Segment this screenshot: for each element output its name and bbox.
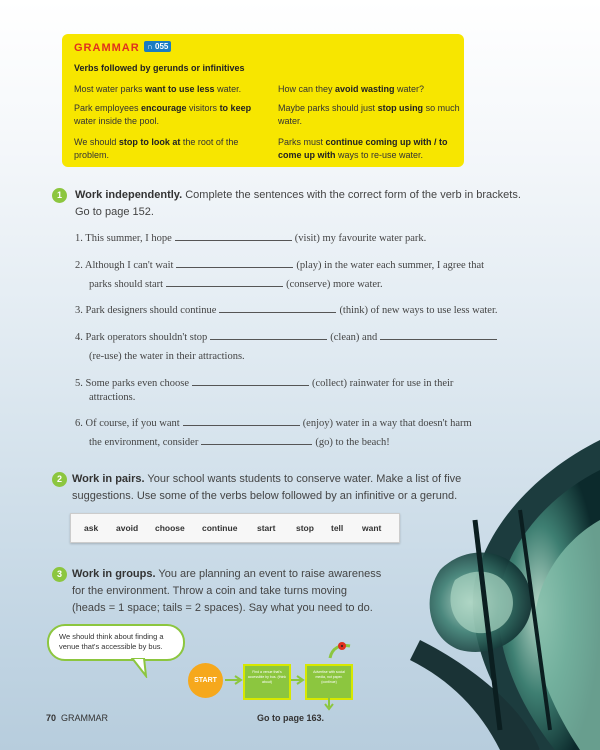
sentence-text: (think) of new ways to use less water. — [339, 305, 498, 316]
sentence-text: (visit) my favourite water park. — [294, 233, 427, 244]
grammar-text: Park employees — [74, 103, 142, 113]
activity-1-instructions — [75, 187, 555, 221]
sentence-6-cont — [89, 437, 390, 448]
verb-item: start — [257, 523, 276, 533]
activity-1-lead: Work independently. — [75, 189, 183, 201]
grammar-text: How can they — [278, 84, 336, 94]
sentence-text: 6. Of course, if you want — [75, 418, 180, 429]
sentence-text: (go) to the beach! — [315, 437, 390, 448]
grammar-example — [278, 136, 466, 162]
page-number: 70 — [46, 713, 57, 723]
grammar-text: Maybe parks should just — [278, 103, 378, 113]
sentence-text: (enjoy) water in a way that doesn't harm — [302, 418, 472, 429]
sentence-text: 2. Although I can't wait — [75, 260, 174, 271]
answer-blank[interactable] — [166, 285, 283, 287]
grammar-text: water inside the pool. — [74, 116, 160, 126]
answer-blank[interactable] — [175, 239, 292, 241]
activity-2-instructions — [72, 471, 562, 505]
sentence-2-cont — [89, 279, 383, 290]
grammar-highlight: continue coming up with / to come up with — [278, 137, 448, 160]
water-slide-photo — [380, 400, 600, 750]
footer-section: GRAMMAR — [61, 713, 109, 723]
answer-blank[interactable] — [192, 384, 309, 386]
sentence-text: 4. Park operators shouldn't stop — [75, 332, 208, 343]
activity-2-number: 2 — [52, 472, 67, 487]
activity-2-text: Your school wants students to conserve water. Make a list of five — [147, 473, 462, 485]
activity-2-text: suggestions. Use some of the verbs below followed by an infinitive or a gerund. — [72, 490, 458, 502]
sentence-4 — [75, 332, 500, 343]
sentence-text: 3. Park designers should continue — [75, 305, 217, 316]
activity-1-goto[interactable]: Go to page 152. — [75, 206, 154, 218]
sentence-text: the environment, consider — [89, 437, 199, 448]
headphones-icon: ∩ — [147, 42, 153, 51]
answer-blank[interactable] — [183, 424, 300, 426]
grammar-text: the root of the problem. — [74, 137, 239, 160]
grammar-highlight: to keep — [219, 103, 252, 113]
sentence-text: 1. This summer, I hope — [75, 233, 172, 244]
grammar-box — [62, 34, 464, 167]
grammar-text: so much water. — [278, 103, 460, 126]
verb-item: ask — [84, 523, 99, 533]
grammar-text: We should — [74, 137, 119, 147]
grammar-highlight: avoid wasting — [335, 84, 395, 94]
activity-1-text: Complete the sentences with the correct form of the verb in brackets. — [185, 189, 521, 201]
verb-item: stop — [296, 523, 314, 533]
sentence-text: (re-use) the water in their attractions. — [89, 351, 245, 362]
sentence-3 — [75, 305, 498, 316]
grammar-highlight: stop to look at — [118, 137, 181, 147]
grammar-text: Most water parks — [74, 84, 146, 94]
verb-item: continue — [202, 523, 238, 533]
sentence-text: (play) in the water each summer, I agree that — [296, 260, 485, 271]
answer-blank[interactable] — [210, 338, 327, 340]
grammar-highlight: encourage — [141, 103, 187, 113]
footer-goto-link[interactable]: Go to page 163. — [257, 713, 325, 723]
grammar-text: water? — [394, 84, 425, 94]
grammar-example — [74, 102, 262, 128]
speech-bubble: We should think about finding a venue that's accessible by bus. — [47, 624, 185, 661]
sentence-2 — [75, 260, 484, 271]
sentence-text: parks should start — [89, 279, 164, 290]
grammar-text: ways to re-use water. — [335, 150, 424, 160]
answer-blank[interactable] — [201, 443, 312, 445]
verb-bank — [70, 513, 400, 543]
sentence-text: (clean) and — [330, 332, 378, 343]
grammar-example — [74, 83, 262, 96]
board-square-1: Find a venue that's accessible by bus. (think about) — [243, 664, 291, 700]
verb-item: tell — [331, 523, 344, 533]
speech-bubble-tail — [130, 658, 150, 678]
sentence-text: (collect) rainwater for use in their — [312, 378, 454, 389]
sentence-6 — [75, 418, 472, 429]
answer-blank[interactable] — [176, 266, 293, 268]
arrow-down-icon — [322, 697, 336, 711]
activity-3-text: (heads = 1 space; tails = 2 spaces). Say what you need to do. — [72, 602, 373, 614]
grammar-text: water. — [214, 84, 242, 94]
grammar-text: visitors — [186, 103, 220, 113]
activity-3-text: You are planning an event to raise awareness — [158, 568, 382, 580]
sentence-1 — [75, 233, 426, 244]
grammar-highlight: stop using — [377, 103, 424, 113]
answer-blank[interactable] — [219, 311, 336, 313]
grammar-example — [278, 83, 466, 96]
audio-track-badge[interactable] — [144, 41, 171, 52]
grammar-text: Parks must — [278, 137, 326, 147]
grammar-subtitle: Verbs followed by gerunds or infinitives — [74, 63, 245, 73]
page-footer-left — [46, 713, 108, 723]
activity-3-number: 3 — [52, 567, 67, 582]
sentence-5-cont — [89, 392, 135, 403]
audio-track-number: 055 — [155, 42, 169, 51]
sentence-4-cont — [89, 351, 245, 362]
activity-2-lead: Work in pairs. — [72, 473, 145, 485]
verb-item: want — [362, 523, 382, 533]
arrow-icon — [225, 675, 245, 685]
sentence-text: (conserve) more water. — [286, 279, 383, 290]
grammar-title: GRAMMAR — [74, 42, 140, 54]
grammar-example — [278, 102, 466, 128]
activity-3-instructions — [72, 566, 402, 617]
sentence-text: 5. Some parks even choose — [75, 378, 190, 389]
activity-1-number: 1 — [52, 188, 67, 203]
verb-item: choose — [155, 523, 185, 533]
ladybird-icon — [328, 640, 354, 662]
activity-3-text: for the environment. Throw a coin and take turns moving — [72, 585, 347, 597]
start-circle: START — [188, 663, 223, 698]
board-square-2: Advertise with social media, not paper. (continue) — [305, 664, 353, 700]
activity-3-lead: Work in groups. — [72, 568, 156, 580]
sentence-text: attractions. — [89, 392, 136, 403]
verb-item: avoid — [116, 523, 139, 533]
grammar-highlight: want to use less — [145, 84, 215, 94]
sentence-5 — [75, 378, 453, 389]
grammar-example — [74, 136, 262, 162]
answer-blank[interactable] — [380, 338, 497, 340]
